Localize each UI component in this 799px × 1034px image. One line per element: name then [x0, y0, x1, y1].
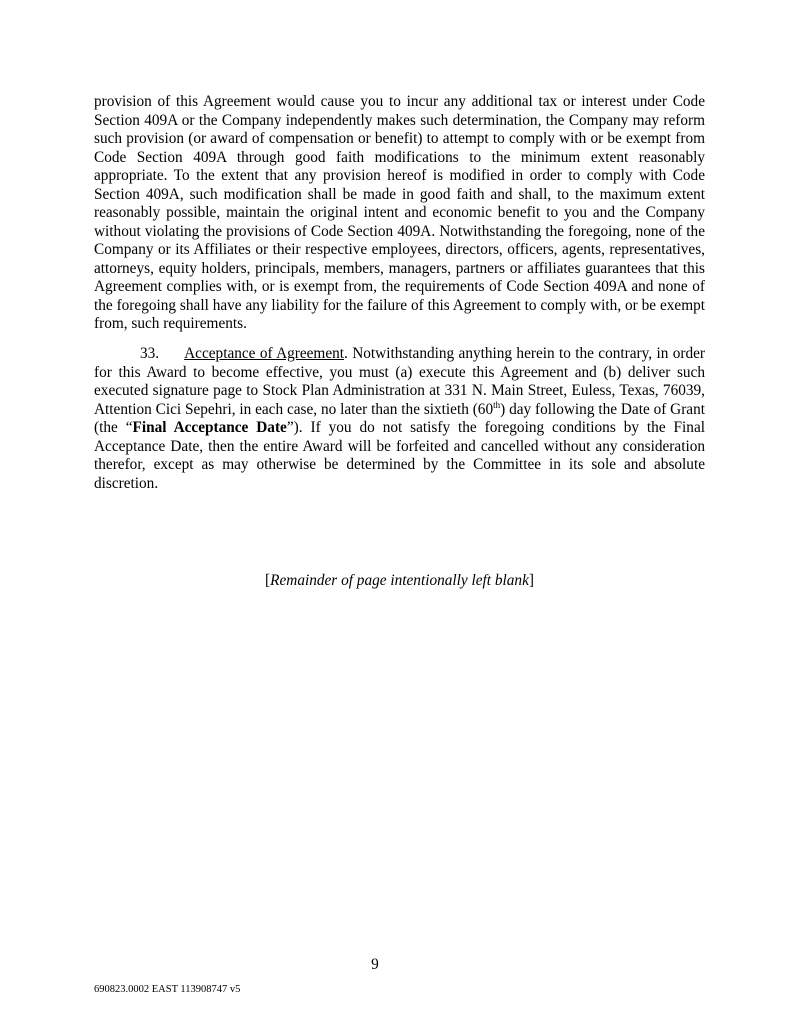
- remainder-notice: [0, 572, 799, 591]
- section-number: 33.: [140, 345, 160, 362]
- paragraph-409a-continuation: provision of this Agreement would cause you to incur any additional tax or interest under Code Section 409A or the Company independently makes such determination, the Company may reform such provision (or award of compensation or benefit) to attempt to comply with or be exempt from Code Section 409A through good faith modifications to the minimum extent reasonably appropriate. To the extent that any provision hereof is modified in order to comply with Code Section 409A, such modification shall be made in good faith and shall, to the maximum extent reasonably possible, maintain the original intent and economic benefit to you and the Company without violating the provisions of Code Section 409A. Notwithstanding the foregoing, none of the Company or its Affiliates or their respective employees, directors, officers, agents, representatives, attorneys, equity holders, principals, members, managers, partners or affiliates guarantees that this Agreement complies with, or is exempt from, the requirements of Code Section 409A and none of the foregoing shall have any liability for the failure of this Agreement to comply with, or be exempt from, such requirements.: [94, 93, 705, 332]
- section-33-paragraph: [94, 345, 705, 493]
- remainder-close-bracket: ]: [528, 572, 534, 589]
- section-text-part-2: ) day following the Date of Grant (the “: [94, 400, 705, 436]
- remainder-open-bracket: [: [265, 572, 271, 589]
- document-footer-reference: 690823.0002 EAST 113908747 v5: [94, 984, 241, 995]
- defined-term: Final Acceptance Date: [132, 419, 287, 436]
- section-text-part-1: . Notwithstanding anything herein to the contrary, in order for this Award to become effective, you must (a) execute this Agreement and (b) deliver such executed signature page to Stock Plan Administration at 331 N. Main Street, Euless, Texas, 76039, Attention Cici Sepehri, in each case, no later than the sixtieth (60: [94, 345, 705, 418]
- section-title: Acceptance of Agreement: [184, 345, 345, 362]
- ordinal-superscript: th: [493, 399, 501, 410]
- page-number: 9: [371, 956, 379, 973]
- remainder-text: Remainder of page intentionally left blank: [270, 572, 529, 589]
- section-text-part-3: ”). If you do not satisfy the foregoing conditions by the Final Acceptance Date, then the entire Award will be forfeited and cancelled without any consideration therefor, except as may otherwise be determined by the Committee in its sole and absolute discretion.: [94, 419, 705, 492]
